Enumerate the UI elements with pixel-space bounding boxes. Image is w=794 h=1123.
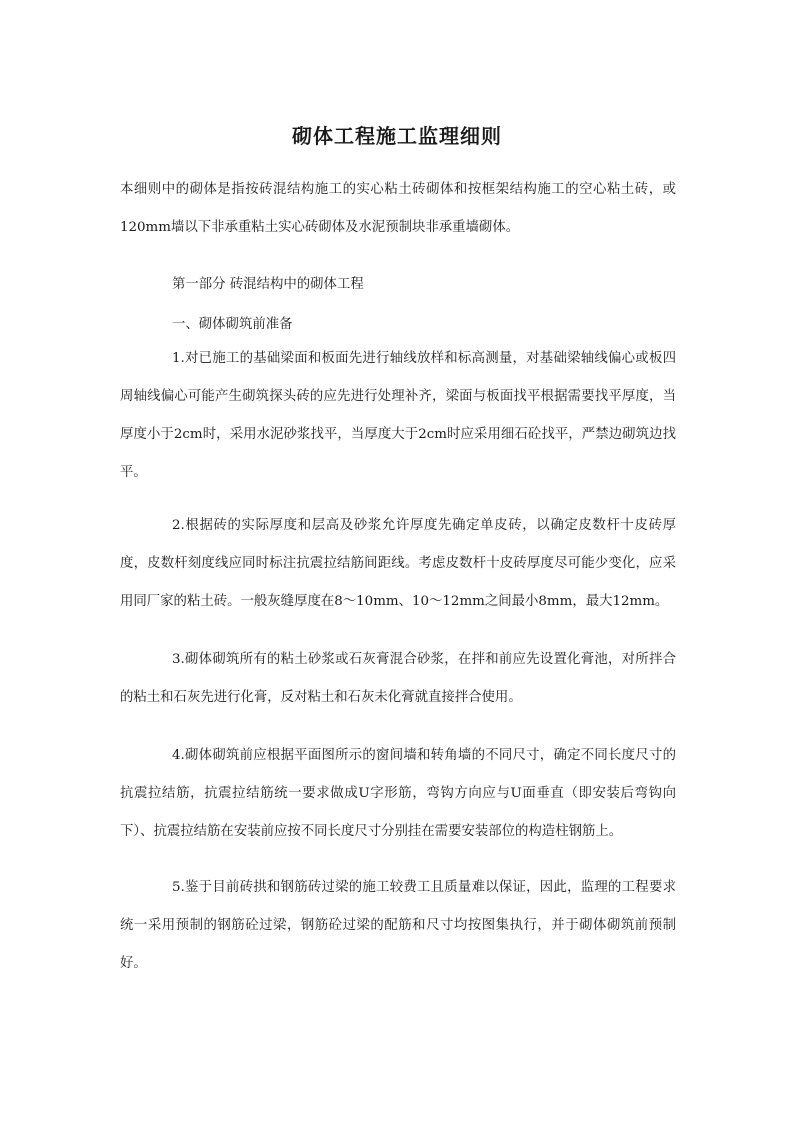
list-item: 5.鉴于目前砖拱和钢筋砖过梁的施工较费工且质量难以保证，因此，监理的工程要求统一采用预制的钢筋砼过梁，钢筋砼过梁的配筋和尺寸均按图集执行，并于砌体砌筑前预制好。 xyxy=(120,880,676,971)
intro-paragraph: 本细则中的砌体是指按砖混结构施工的实心粘土砖砌体和按框架结构施工的空心粘土砖，或120mm墙以下非承重粘土实心砖砌体及水泥预制块非承重墙砌体。 xyxy=(120,182,676,235)
list-item: 4.砌体砌筑前应根据平面图所示的窗间墙和转角墙的不同尺寸，确定不同长度尺寸的抗震拉结筋，抗震拉结筋统一要求做成U字形筋，弯钩方向应与U面垂直（即安装后弯钩向下）、抗震拉结筋在安装前应按不同长度尺寸分别挂在需要安装部位的构造柱钢筋上。 xyxy=(120,748,676,839)
part-heading: 第一部分 砖混结构中的砌体工程 xyxy=(172,277,364,292)
document-title: 砌体工程施工监理细则 xyxy=(292,124,502,148)
list-item: 2.根据砖的实际厚度和层高及砂浆允许厚度先确定单皮砖，以确定皮数杆十皮砖厚度，皮数杆刻度线应同时标注抗震拉结筋间距线。考虑皮数杆十皮砖厚度尽可能少变化，应采用同厂家的粘土砖。一般灰缝厚度在8～10mm、10～12mm之间最小8mm，最大12mm。 xyxy=(120,518,676,609)
list-item: 3.砌体砌筑所有的粘土砂浆或石灰膏混合砂浆，在拌和前应先设置化膏池，对所拌合的粘土和石灰先进行化膏，反对粘土和石灰未化膏就直接拌合使用。 xyxy=(120,652,676,705)
list-item: 1.对已施工的基础梁面和板面先进行轴线放样和标高测量，对基础梁轴线偏心或板四周轴线偏心可能产生砌筑探头砖的应先进行处理补齐，梁面与板面找平根据需要找平厚度，当厚度小于2cm时，采用水泥砂浆找平，当厚度大于2cm时应采用细石砼找平，严禁边砌筑边找平。 xyxy=(120,351,676,480)
section-heading: 一、砌体砌筑前准备 xyxy=(172,317,293,332)
